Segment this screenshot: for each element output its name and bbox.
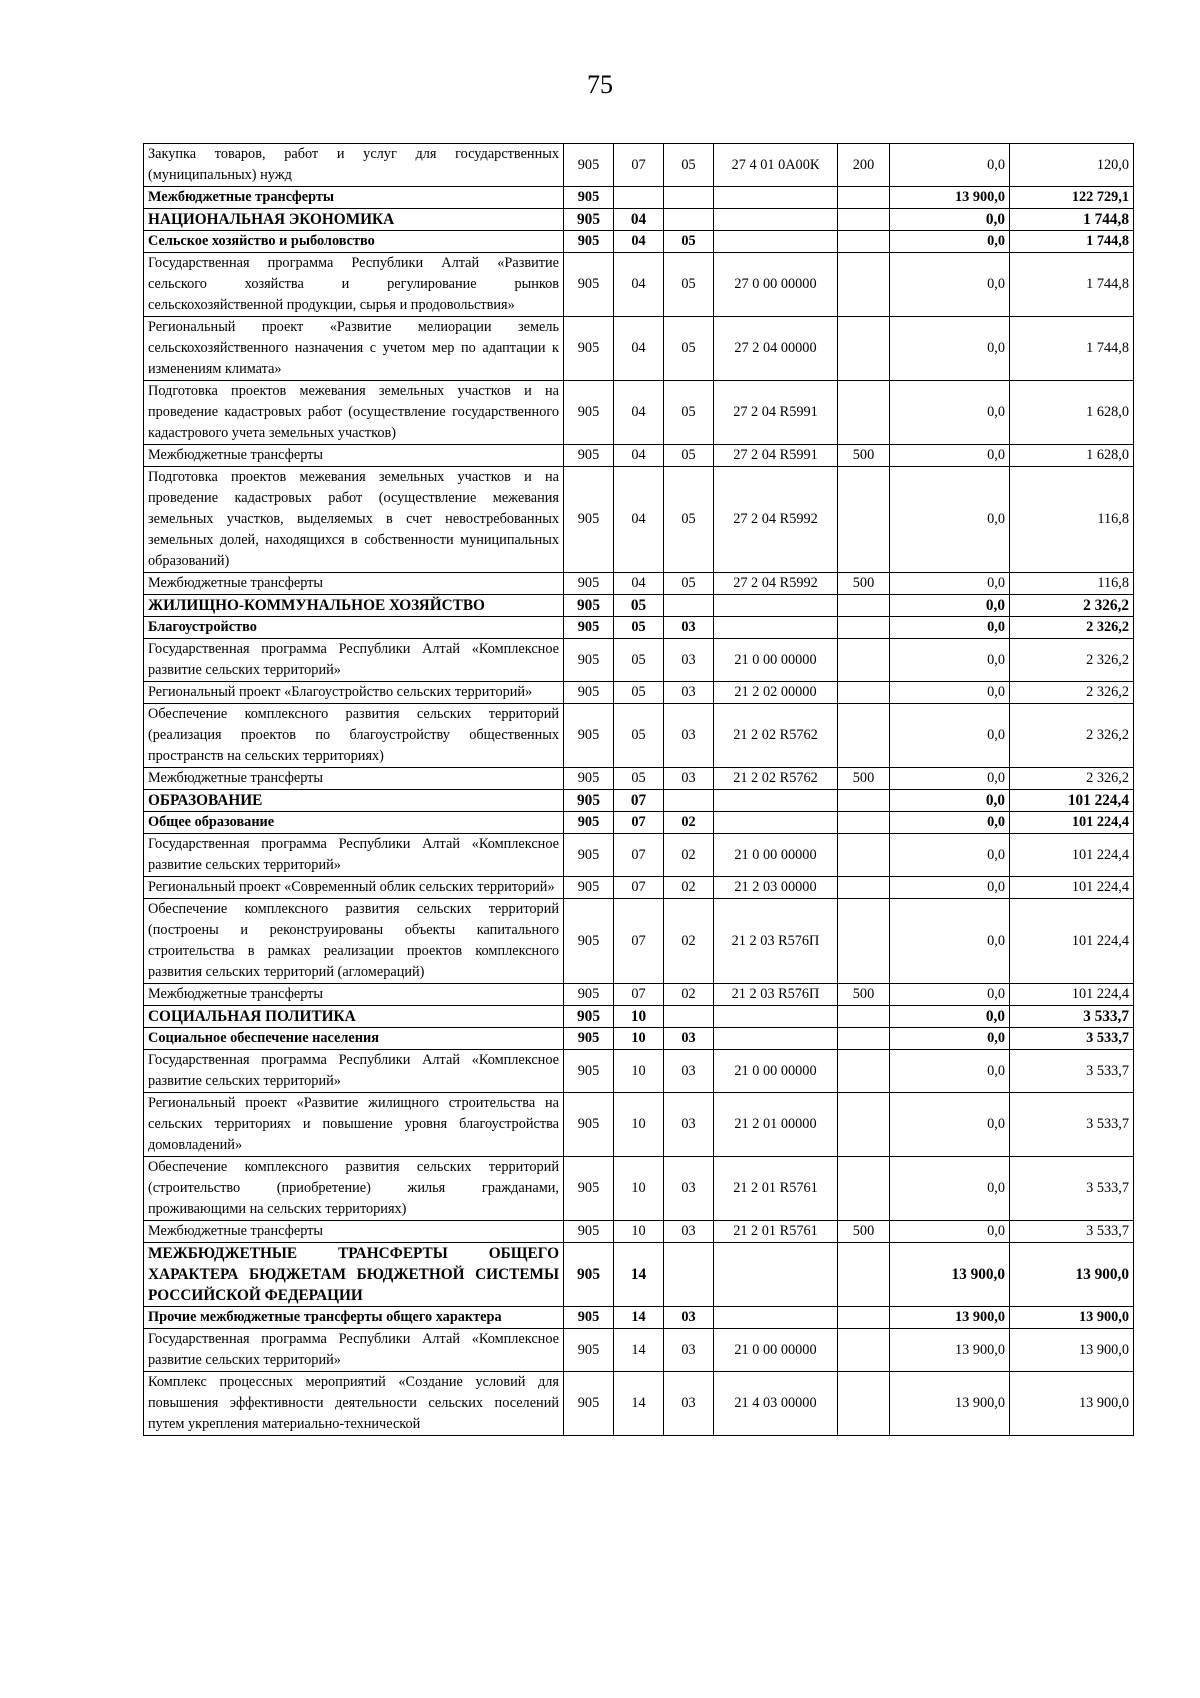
section-cell: 10	[614, 1221, 664, 1243]
amount-2-cell: 2 326,2	[1010, 704, 1134, 768]
amount-2-cell: 101 224,4	[1010, 812, 1134, 834]
section-cell: 10	[614, 1093, 664, 1157]
subsection-cell: 03	[664, 1157, 714, 1221]
amount-1-cell: 13 900,0	[890, 187, 1010, 209]
amount-1-cell: 0,0	[890, 790, 1010, 812]
expense-type-cell	[838, 595, 890, 617]
target-article-cell: 21 2 01 R5761	[714, 1221, 838, 1243]
target-article-cell	[714, 209, 838, 231]
expense-type-cell	[838, 682, 890, 704]
amount-1-cell: 0,0	[890, 984, 1010, 1006]
amount-2-cell: 116,8	[1010, 573, 1134, 595]
target-article-cell	[714, 812, 838, 834]
amount-2-cell: 1 628,0	[1010, 381, 1134, 445]
subsection-cell	[664, 595, 714, 617]
grbs-cell: 905	[564, 812, 614, 834]
amount-2-cell: 116,8	[1010, 467, 1134, 573]
amount-1-cell: 0,0	[890, 231, 1010, 253]
table-row	[144, 1157, 1134, 1221]
grbs-cell: 905	[564, 187, 614, 209]
expense-type-cell	[838, 1028, 890, 1050]
row-name-cell: Межбюджетные трансферты	[144, 187, 564, 209]
expense-type-cell	[838, 899, 890, 984]
grbs-cell: 905	[564, 1243, 614, 1307]
amount-1-cell: 0,0	[890, 899, 1010, 984]
target-article-cell: 27 4 01 0А00К	[714, 144, 838, 187]
table-row	[144, 704, 1134, 768]
table-row	[144, 1307, 1134, 1329]
amount-2-cell: 13 900,0	[1010, 1307, 1134, 1329]
grbs-cell: 905	[564, 595, 614, 617]
amount-1-cell: 0,0	[890, 617, 1010, 639]
target-article-cell: 21 2 02 00000	[714, 682, 838, 704]
table-row	[144, 1329, 1134, 1372]
row-name-cell: НАЦИОНАЛЬНАЯ ЭКОНОМИКА	[144, 209, 564, 231]
amount-2-cell: 3 533,7	[1010, 1157, 1134, 1221]
target-article-cell: 21 2 03 R576П	[714, 984, 838, 1006]
row-name-cell: Прочие межбюджетные трансферты общего характера	[144, 1307, 564, 1329]
subsection-cell: 02	[664, 812, 714, 834]
table-row	[144, 253, 1134, 317]
amount-2-cell: 1 744,8	[1010, 209, 1134, 231]
section-cell: 07	[614, 790, 664, 812]
row-name-cell: Социальное обеспечение населения	[144, 1028, 564, 1050]
section-cell: 04	[614, 253, 664, 317]
subsection-cell	[664, 1243, 714, 1307]
section-cell: 04	[614, 231, 664, 253]
grbs-cell: 905	[564, 573, 614, 595]
expense-type-cell	[838, 1372, 890, 1436]
amount-1-cell: 0,0	[890, 445, 1010, 467]
expense-type-cell	[838, 877, 890, 899]
target-article-cell: 21 0 00 00000	[714, 1329, 838, 1372]
amount-1-cell: 13 900,0	[890, 1329, 1010, 1372]
section-cell: 05	[614, 595, 664, 617]
subsection-cell: 02	[664, 984, 714, 1006]
section-cell: 14	[614, 1372, 664, 1436]
amount-1-cell: 13 900,0	[890, 1372, 1010, 1436]
table-row	[144, 984, 1134, 1006]
amount-2-cell: 13 900,0	[1010, 1329, 1134, 1372]
subsection-cell: 03	[664, 768, 714, 790]
subsection-cell: 05	[664, 573, 714, 595]
grbs-cell: 905	[564, 445, 614, 467]
expense-type-cell	[838, 1050, 890, 1093]
expense-type-cell	[838, 187, 890, 209]
expense-type-cell	[838, 1307, 890, 1329]
section-cell: 04	[614, 445, 664, 467]
target-article-cell: 21 0 00 00000	[714, 1050, 838, 1093]
grbs-cell: 905	[564, 984, 614, 1006]
section-cell: 14	[614, 1243, 664, 1307]
expense-type-cell: 500	[838, 445, 890, 467]
grbs-cell: 905	[564, 704, 614, 768]
table-row	[144, 381, 1134, 445]
table-row	[144, 682, 1134, 704]
row-name-cell: Межбюджетные трансферты	[144, 573, 564, 595]
grbs-cell: 905	[564, 1093, 614, 1157]
expense-type-cell	[838, 639, 890, 682]
row-name-cell: Межбюджетные трансферты	[144, 445, 564, 467]
table-row	[144, 1372, 1134, 1436]
table-row	[144, 209, 1134, 231]
table-row	[144, 834, 1134, 877]
row-name-cell: Общее образование	[144, 812, 564, 834]
table-row	[144, 639, 1134, 682]
amount-2-cell: 2 326,2	[1010, 595, 1134, 617]
grbs-cell: 905	[564, 1028, 614, 1050]
amount-1-cell: 0,0	[890, 1093, 1010, 1157]
row-name-cell: ЖИЛИЩНО-КОММУНАЛЬНОЕ ХОЗЯЙСТВО	[144, 595, 564, 617]
row-name-cell: Подготовка проектов межевания земельных участков и на проведение кадастровых работ (осуществление государственного кадастрового учета земельных участков)	[144, 381, 564, 445]
subsection-cell: 03	[664, 1221, 714, 1243]
section-cell: 10	[614, 1028, 664, 1050]
row-name-cell: Региональный проект «Развитие жилищного строительства на сельских территориях и повышение уровня благоустройства домовладений»	[144, 1093, 564, 1157]
section-cell: 07	[614, 812, 664, 834]
expense-type-cell	[838, 790, 890, 812]
expense-type-cell	[838, 617, 890, 639]
subsection-cell: 05	[664, 467, 714, 573]
table-row	[144, 877, 1134, 899]
grbs-cell: 905	[564, 1221, 614, 1243]
grbs-cell: 905	[564, 790, 614, 812]
subsection-cell: 03	[664, 1050, 714, 1093]
target-article-cell	[714, 231, 838, 253]
amount-2-cell: 3 533,7	[1010, 1006, 1134, 1028]
target-article-cell: 27 2 04 R5991	[714, 445, 838, 467]
target-article-cell: 27 2 04 R5991	[714, 381, 838, 445]
expense-type-cell	[838, 1157, 890, 1221]
expense-type-cell	[838, 1006, 890, 1028]
amount-1-cell: 0,0	[890, 1221, 1010, 1243]
grbs-cell: 905	[564, 209, 614, 231]
target-article-cell	[714, 1028, 838, 1050]
subsection-cell: 05	[664, 381, 714, 445]
amount-1-cell: 0,0	[890, 1006, 1010, 1028]
amount-2-cell: 2 326,2	[1010, 682, 1134, 704]
row-name-cell: Обеспечение комплексного развития сельских территорий (реализация проектов по благоустройству общественных пространств на сельских территориях)	[144, 704, 564, 768]
target-article-cell: 27 0 00 00000	[714, 253, 838, 317]
expense-type-cell	[838, 704, 890, 768]
amount-2-cell: 120,0	[1010, 144, 1134, 187]
amount-1-cell: 0,0	[890, 812, 1010, 834]
amount-2-cell: 2 326,2	[1010, 617, 1134, 639]
grbs-cell: 905	[564, 617, 614, 639]
expense-type-cell	[838, 381, 890, 445]
subsection-cell: 05	[664, 445, 714, 467]
amount-1-cell: 0,0	[890, 1028, 1010, 1050]
target-article-cell	[714, 595, 838, 617]
row-name-cell: МЕЖБЮДЖЕТНЫЕ ТРАНСФЕРТЫ ОБЩЕГО ХАРАКТЕРА БЮДЖЕТАМ БЮДЖЕТНОЙ СИСТЕМЫ РОССИЙСКОЙ ФЕДЕРАЦИИ	[144, 1243, 564, 1307]
expense-type-cell: 500	[838, 573, 890, 595]
amount-1-cell: 0,0	[890, 639, 1010, 682]
row-name-cell: Региональный проект «Развитие мелиорации земель сельскохозяйственного назначения с учетом мер по адаптации к изменениям климата»	[144, 317, 564, 381]
amount-1-cell: 0,0	[890, 877, 1010, 899]
row-name-cell: Межбюджетные трансферты	[144, 984, 564, 1006]
row-name-cell: Межбюджетные трансферты	[144, 1221, 564, 1243]
section-cell: 10	[614, 1050, 664, 1093]
row-name-cell: СОЦИАЛЬНАЯ ПОЛИТИКА	[144, 1006, 564, 1028]
section-cell: 07	[614, 984, 664, 1006]
section-cell: 07	[614, 899, 664, 984]
target-article-cell: 21 2 01 R5761	[714, 1157, 838, 1221]
target-article-cell	[714, 1307, 838, 1329]
subsection-cell: 02	[664, 834, 714, 877]
amount-1-cell: 0,0	[890, 253, 1010, 317]
subsection-cell	[664, 1006, 714, 1028]
expense-type-cell: 500	[838, 984, 890, 1006]
table-row	[144, 231, 1134, 253]
grbs-cell: 905	[564, 1006, 614, 1028]
target-article-cell: 21 2 03 00000	[714, 877, 838, 899]
table-row	[144, 617, 1134, 639]
target-article-cell	[714, 1243, 838, 1307]
grbs-cell: 905	[564, 1307, 614, 1329]
subsection-cell: 03	[664, 1307, 714, 1329]
section-cell: 10	[614, 1006, 664, 1028]
table-row	[144, 899, 1134, 984]
expense-type-cell	[838, 231, 890, 253]
target-article-cell: 21 0 00 00000	[714, 834, 838, 877]
subsection-cell: 03	[664, 704, 714, 768]
amount-1-cell: 0,0	[890, 381, 1010, 445]
amount-1-cell: 0,0	[890, 834, 1010, 877]
expense-type-cell: 500	[838, 768, 890, 790]
table-row	[144, 595, 1134, 617]
subsection-cell: 05	[664, 253, 714, 317]
amount-1-cell: 0,0	[890, 704, 1010, 768]
target-article-cell: 21 2 01 00000	[714, 1093, 838, 1157]
table-row	[144, 1221, 1134, 1243]
subsection-cell: 02	[664, 877, 714, 899]
grbs-cell: 905	[564, 1372, 614, 1436]
row-name-cell: Благоустройство	[144, 617, 564, 639]
section-cell: 07	[614, 877, 664, 899]
row-name-cell: Межбюджетные трансферты	[144, 768, 564, 790]
expense-type-cell	[838, 1243, 890, 1307]
section-cell: 05	[614, 617, 664, 639]
section-cell: 05	[614, 682, 664, 704]
section-cell: 10	[614, 1157, 664, 1221]
amount-1-cell: 0,0	[890, 317, 1010, 381]
expense-type-cell	[838, 812, 890, 834]
table-row	[144, 790, 1134, 812]
amount-2-cell: 3 533,7	[1010, 1028, 1134, 1050]
amount-1-cell: 0,0	[890, 1157, 1010, 1221]
target-article-cell: 21 0 00 00000	[714, 639, 838, 682]
table-row	[144, 317, 1134, 381]
subsection-cell: 03	[664, 1028, 714, 1050]
amount-2-cell: 101 224,4	[1010, 834, 1134, 877]
section-cell: 14	[614, 1307, 664, 1329]
amount-1-cell: 0,0	[890, 1050, 1010, 1093]
subsection-cell	[664, 790, 714, 812]
table-row	[144, 467, 1134, 573]
grbs-cell: 905	[564, 1329, 614, 1372]
subsection-cell: 05	[664, 144, 714, 187]
expense-type-cell	[838, 1329, 890, 1372]
target-article-cell	[714, 187, 838, 209]
amount-2-cell: 101 224,4	[1010, 984, 1134, 1006]
subsection-cell: 02	[664, 899, 714, 984]
amount-2-cell: 1 744,8	[1010, 317, 1134, 381]
grbs-cell: 905	[564, 381, 614, 445]
row-name-cell: Сельское хозяйство и рыболовство	[144, 231, 564, 253]
amount-2-cell: 1 744,8	[1010, 253, 1134, 317]
amount-2-cell: 3 533,7	[1010, 1093, 1134, 1157]
target-article-cell: 27 2 04 00000	[714, 317, 838, 381]
target-article-cell: 21 4 03 00000	[714, 1372, 838, 1436]
row-name-cell: Государственная программа Республики Алтай «Комплексное развитие сельских территорий»	[144, 639, 564, 682]
amount-1-cell: 0,0	[890, 682, 1010, 704]
amount-1-cell: 0,0	[890, 595, 1010, 617]
amount-2-cell: 122 729,1	[1010, 187, 1134, 209]
budget-table	[143, 143, 1134, 1436]
table-row	[144, 768, 1134, 790]
amount-1-cell: 0,0	[890, 209, 1010, 231]
section-cell: 04	[614, 209, 664, 231]
grbs-cell: 905	[564, 1050, 614, 1093]
grbs-cell: 905	[564, 834, 614, 877]
target-article-cell: 27 2 04 R5992	[714, 573, 838, 595]
table-row	[144, 1028, 1134, 1050]
section-cell: 05	[614, 768, 664, 790]
amount-2-cell: 3 533,7	[1010, 1221, 1134, 1243]
amount-2-cell: 101 224,4	[1010, 877, 1134, 899]
table-row	[144, 144, 1134, 187]
grbs-cell: 905	[564, 877, 614, 899]
section-cell: 14	[614, 1329, 664, 1372]
expense-type-cell	[838, 209, 890, 231]
grbs-cell: 905	[564, 768, 614, 790]
subsection-cell: 03	[664, 617, 714, 639]
subsection-cell: 03	[664, 1093, 714, 1157]
section-cell: 05	[614, 704, 664, 768]
subsection-cell: 03	[664, 682, 714, 704]
row-name-cell: Комплекс процессных мероприятий «Создание условий для повышения эффективности деятельности сельских поселений путем укрепления материально-технической	[144, 1372, 564, 1436]
section-cell	[614, 187, 664, 209]
table-row	[144, 1006, 1134, 1028]
amount-2-cell: 1 744,8	[1010, 231, 1134, 253]
section-cell: 07	[614, 834, 664, 877]
section-cell: 04	[614, 317, 664, 381]
amount-2-cell: 1 628,0	[1010, 445, 1134, 467]
amount-1-cell: 0,0	[890, 144, 1010, 187]
expense-type-cell	[838, 253, 890, 317]
subsection-cell: 03	[664, 1372, 714, 1436]
table-row	[144, 1050, 1134, 1093]
section-cell: 04	[614, 467, 664, 573]
subsection-cell: 03	[664, 1329, 714, 1372]
table-row	[144, 1093, 1134, 1157]
row-name-cell: Обеспечение комплексного развития сельских территорий (строительство (приобретение) жилья гражданами, проживающими на сельских территориях)	[144, 1157, 564, 1221]
amount-1-cell: 0,0	[890, 768, 1010, 790]
amount-2-cell: 2 326,2	[1010, 768, 1134, 790]
target-article-cell	[714, 617, 838, 639]
expense-type-cell	[838, 317, 890, 381]
section-cell: 04	[614, 573, 664, 595]
target-article-cell	[714, 1006, 838, 1028]
table-row	[144, 1243, 1134, 1307]
grbs-cell: 905	[564, 144, 614, 187]
amount-1-cell: 0,0	[890, 573, 1010, 595]
amount-2-cell: 2 326,2	[1010, 639, 1134, 682]
grbs-cell: 905	[564, 899, 614, 984]
grbs-cell: 905	[564, 467, 614, 573]
subsection-cell: 03	[664, 639, 714, 682]
subsection-cell: 05	[664, 231, 714, 253]
grbs-cell: 905	[564, 317, 614, 381]
amount-2-cell: 3 533,7	[1010, 1050, 1134, 1093]
table-row	[144, 187, 1134, 209]
subsection-cell: 05	[664, 317, 714, 381]
table-row	[144, 573, 1134, 595]
subsection-cell	[664, 209, 714, 231]
row-name-cell: Государственная программа Республики Алтай «Развитие сельского хозяйства и регулирование рынков сельскохозяйственной продукции, сырья и продовольствия»	[144, 253, 564, 317]
amount-2-cell: 13 900,0	[1010, 1243, 1134, 1307]
expense-type-cell	[838, 834, 890, 877]
row-name-cell: Обеспечение комплексного развития сельских территорий (построены и реконструированы объекты капитального строительства в рамках реализации проектов комплексного развития сельских территорий (агломераций)	[144, 899, 564, 984]
grbs-cell: 905	[564, 253, 614, 317]
grbs-cell: 905	[564, 682, 614, 704]
amount-2-cell: 13 900,0	[1010, 1372, 1134, 1436]
section-cell: 07	[614, 144, 664, 187]
table-row	[144, 445, 1134, 467]
expense-type-cell	[838, 1093, 890, 1157]
grbs-cell: 905	[564, 639, 614, 682]
row-name-cell: Закупка товаров, работ и услуг для государственных (муниципальных) нужд	[144, 144, 564, 187]
table-row	[144, 812, 1134, 834]
amount-2-cell: 101 224,4	[1010, 790, 1134, 812]
target-article-cell: 27 2 04 R5992	[714, 467, 838, 573]
row-name-cell: Подготовка проектов межевания земельных участков и на проведение кадастровых работ (осуществление межевания земельных участков, выделяемых в счет невостребованных земельных долей, находящихся в собственности муниципальных образований)	[144, 467, 564, 573]
amount-1-cell: 13 900,0	[890, 1243, 1010, 1307]
section-cell: 04	[614, 381, 664, 445]
target-article-cell	[714, 790, 838, 812]
expense-type-cell: 500	[838, 1221, 890, 1243]
grbs-cell: 905	[564, 231, 614, 253]
target-article-cell: 21 2 03 R576П	[714, 899, 838, 984]
target-article-cell: 21 2 02 R5762	[714, 704, 838, 768]
row-name-cell: Региональный проект «Современный облик сельских территорий»	[144, 877, 564, 899]
row-name-cell: Региональный проект «Благоустройство сельских территорий»	[144, 682, 564, 704]
expense-type-cell	[838, 467, 890, 573]
row-name-cell: Государственная программа Республики Алтай «Комплексное развитие сельских территорий»	[144, 1329, 564, 1372]
page-number: 75	[587, 70, 613, 99]
row-name-cell: Государственная программа Республики Алтай «Комплексное развитие сельских территорий»	[144, 834, 564, 877]
row-name-cell: ОБРАЗОВАНИЕ	[144, 790, 564, 812]
section-cell: 05	[614, 639, 664, 682]
row-name-cell: Государственная программа Республики Алтай «Комплексное развитие сельских территорий»	[144, 1050, 564, 1093]
subsection-cell	[664, 187, 714, 209]
amount-1-cell: 13 900,0	[890, 1307, 1010, 1329]
amount-2-cell: 101 224,4	[1010, 899, 1134, 984]
expense-type-cell: 200	[838, 144, 890, 187]
amount-1-cell: 0,0	[890, 467, 1010, 573]
target-article-cell: 21 2 02 R5762	[714, 768, 838, 790]
grbs-cell: 905	[564, 1157, 614, 1221]
